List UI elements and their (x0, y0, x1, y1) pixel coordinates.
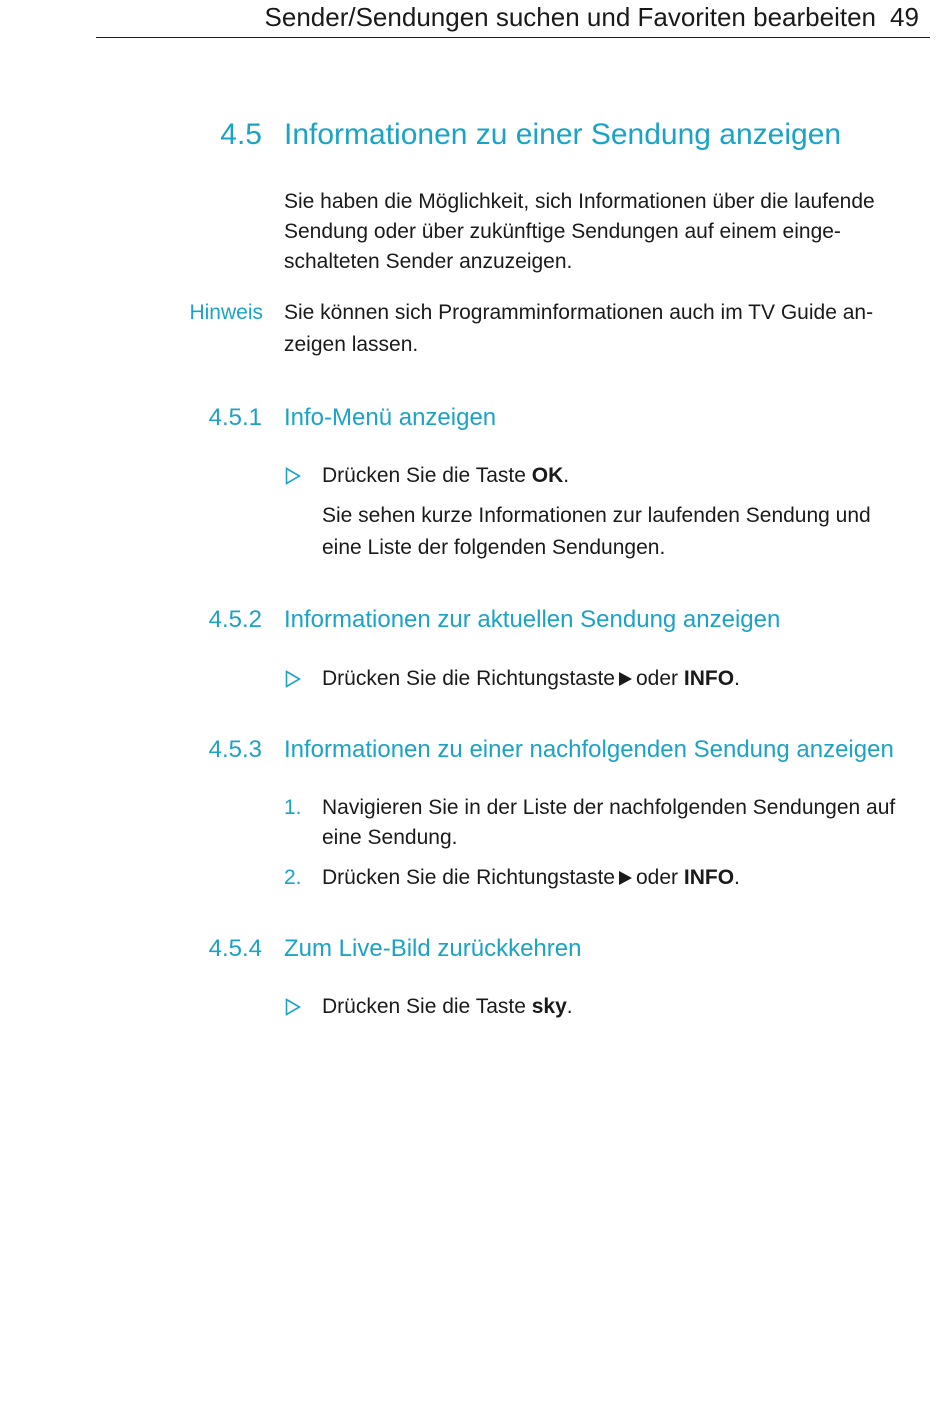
hint-paragraph (284, 297, 924, 361)
subsection-number: 4.5.4 (208, 935, 262, 962)
key-ok: OK (531, 464, 564, 487)
intro-line: Sie haben die Möglichkeit, sich Informationen über die laufende (284, 190, 875, 213)
step-number: 1. (284, 796, 302, 819)
intro-paragraph (284, 187, 924, 277)
filled-triangle-right-icon (619, 871, 632, 885)
filled-triangle-right-icon (619, 672, 632, 686)
outline-triangle-right-icon (285, 467, 301, 485)
section-number: 4.5 (220, 118, 262, 151)
page-number: 49 (890, 2, 919, 32)
step-text: Drücken Sie die Taste (322, 995, 532, 1018)
step-instruction (322, 461, 927, 491)
hint-line: zeigen lassen. (284, 333, 419, 356)
running-header-title: Sender/Sendungen suchen und Favoriten bearbeiten (264, 2, 876, 32)
step-text: Drücken Sie die Taste (322, 464, 532, 487)
result-line: eine Liste der folgenden Sendungen. (322, 536, 666, 559)
step-or: oder (636, 866, 684, 889)
subsection-title: Informationen zu einer nachfolgenden Sendung anzeigen (284, 736, 894, 763)
step-end: . (734, 667, 740, 690)
outline-triangle-right-icon (285, 998, 301, 1016)
step-line: Navigieren Sie in der Liste der nachfolgenden Sendungen auf (322, 796, 896, 819)
subsection-title: Info-Menü anzeigen (284, 404, 497, 431)
step-text: Drücken Sie die Richtungstaste (322, 667, 615, 690)
step-instruction (322, 793, 927, 853)
subsection-number: 4.5.2 (208, 606, 262, 633)
section-title: Informationen zu einer Sendung anzeigen (284, 118, 842, 151)
step-instruction (322, 664, 927, 694)
step-instruction (322, 992, 927, 1022)
result-line: Sie sehen kurze Informationen zur laufenden Sendung und (322, 504, 871, 527)
key-sky: sky (531, 995, 567, 1018)
step-end: . (566, 995, 573, 1018)
subsection-number: 4.5.3 (208, 736, 262, 763)
intro-line: Sendung oder über zukünftige Sendungen auf einem einge- (284, 220, 841, 243)
step-or: oder (636, 667, 684, 690)
key-info: INFO (683, 667, 735, 690)
step-number: 2. (284, 866, 302, 889)
subsection-number: 4.5.1 (208, 404, 262, 431)
step-text: Drücken Sie die Richtungstaste (322, 866, 615, 889)
step-result (322, 500, 927, 564)
step-line: eine Sendung. (322, 826, 458, 849)
subsection-title: Informationen zur aktuellen Sendung anzeigen (284, 606, 781, 633)
subsection-title: Zum Live-Bild zurückkehren (284, 935, 582, 962)
key-info: INFO (683, 866, 735, 889)
hint-label: Hinweis (189, 301, 263, 324)
step-end: . (734, 866, 740, 889)
hint-line: Sie können sich Programminformationen auch im TV Guide an- (284, 301, 874, 324)
header-divider (96, 37, 930, 38)
step-end: . (563, 464, 570, 487)
intro-line: schalteten Sender anzuzeigen. (284, 250, 573, 273)
step-instruction (322, 863, 927, 893)
outline-triangle-right-icon (285, 670, 301, 688)
